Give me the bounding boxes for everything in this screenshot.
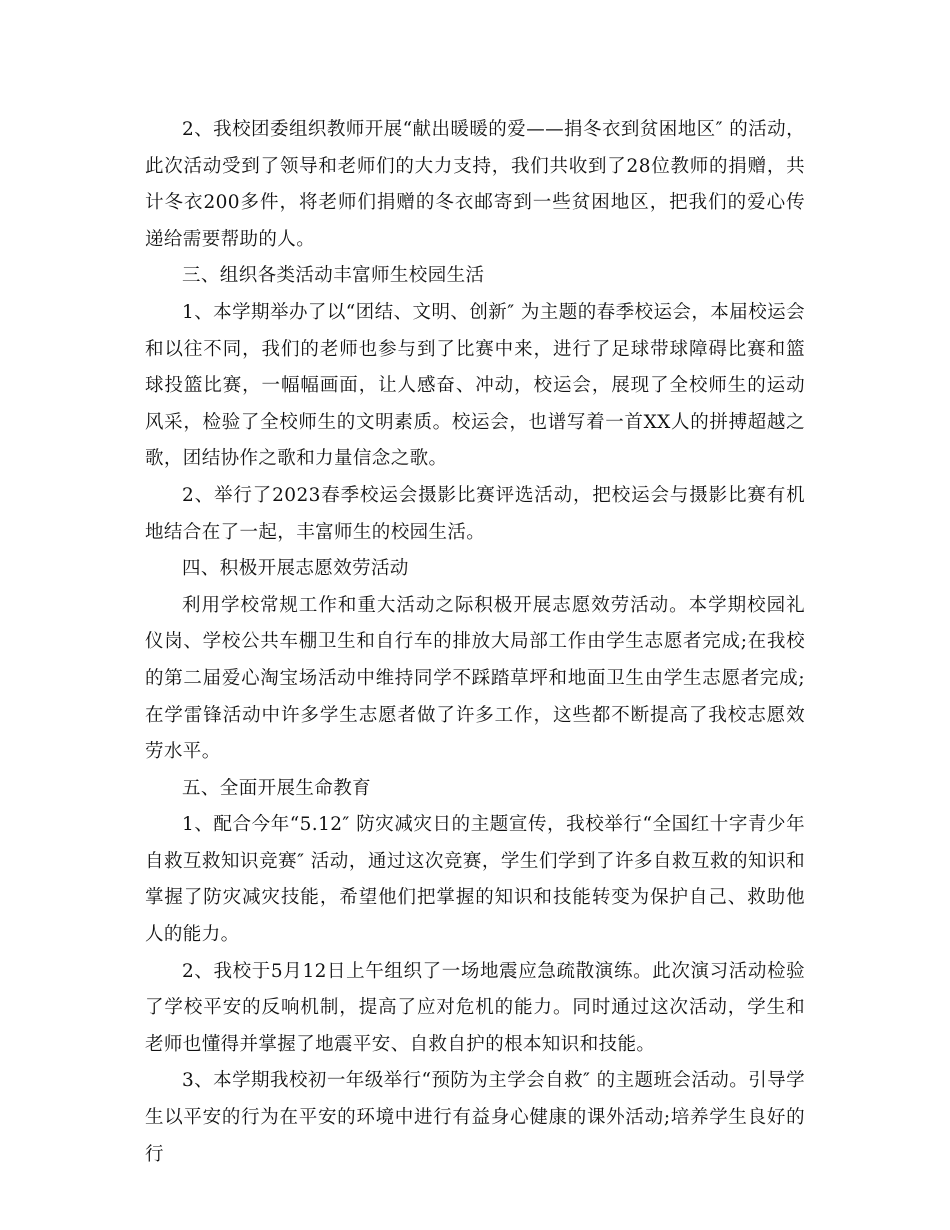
section-heading-volunteer-service: 四、积极开展志愿效劳活动 (182, 558, 409, 580)
paragraph-photo-contest: 2、举行了2023春季校运会摄影比赛评选活动，把校运会与摄影比赛有机地结合在了一起，丰富师生的校园生活。 (145, 484, 805, 543)
paragraph-class-meeting: 3、本学期我校初一年级举行“预防为主学会自救″ 的主题班会活动。引导学生以平安的行为在平安的环境中进行有益身心健康的课外活动;培养学生良好的行 (145, 1070, 805, 1165)
paragraph-volunteer-service: 利用学校常规工作和重大活动之际积极开展志愿效劳活动。本学期校园礼仪岗、学校公共车棚卫生和自行车的排放大局部工作由学生志愿者完成;在我校的第二届爱心淘宝场活动中维持同学不踩踏草坪和地面卫生由学生志愿者完成;在学雷锋活动中许多学生志愿者做了许多工作，这些都不断提高了我校志愿效劳水平。 (145, 594, 805, 763)
document-body (145, 112, 805, 1173)
section-heading-life-education: 五、全面开展生命教育 (182, 777, 372, 799)
section-heading-campus-life: 三、组织各类活动丰富师生校园生活 (182, 265, 485, 287)
paragraph-earthquake-drill: 2、我校于5月12日上午组织了一场地震应急疏散演练。此次演习活动检验了学校平安的反响机制，提高了应对危机的能力。同时通过这次活动，学生和老师也懂得并掌握了地震平安、自救自护的根本知识和技能。 (145, 960, 805, 1055)
paragraph-sports-meet: 1、本学期举办了以“团结、文明、创新″ 为主题的春季校运会，本届校运会和以往不同，我们的老师也参与到了比赛中来，进行了足球带球障碍比赛和篮球投篮比赛，一幅幅画面，让人感奋、冲动，校运会，展现了全校师生的运动风采，检验了全校师生的文明素质。校运会，也谱写着一首XX人的拼搏超越之歌，团结协作之歌和力量信念之歌。 (145, 301, 805, 470)
paragraph-disaster-prevention-contest: 1、配合今年“5.12″ 防灾减灾日的主题宣传，我校举行“全国红十字青少年自救互救知识竞赛″ 活动，通过这次竞赛，学生们学到了许多自救互救的知识和掌握了防灾减灾技能，希望他们把掌握的知识和技能转变为保护自己、救助他人的能力。 (145, 814, 805, 946)
paragraph-winter-clothes-donation: 2、我校团委组织教师开展“献出暖暖的爱——捐冬衣到贫困地区″ 的活动，此次活动受到了领导和老师们的大力支持，我们共收到了28位教师的捐赠，共计冬衣200多件，将老师们捐赠的冬衣邮寄到一些贫困地区，把我们的爱心传递给需要帮助的人。 (145, 119, 805, 250)
